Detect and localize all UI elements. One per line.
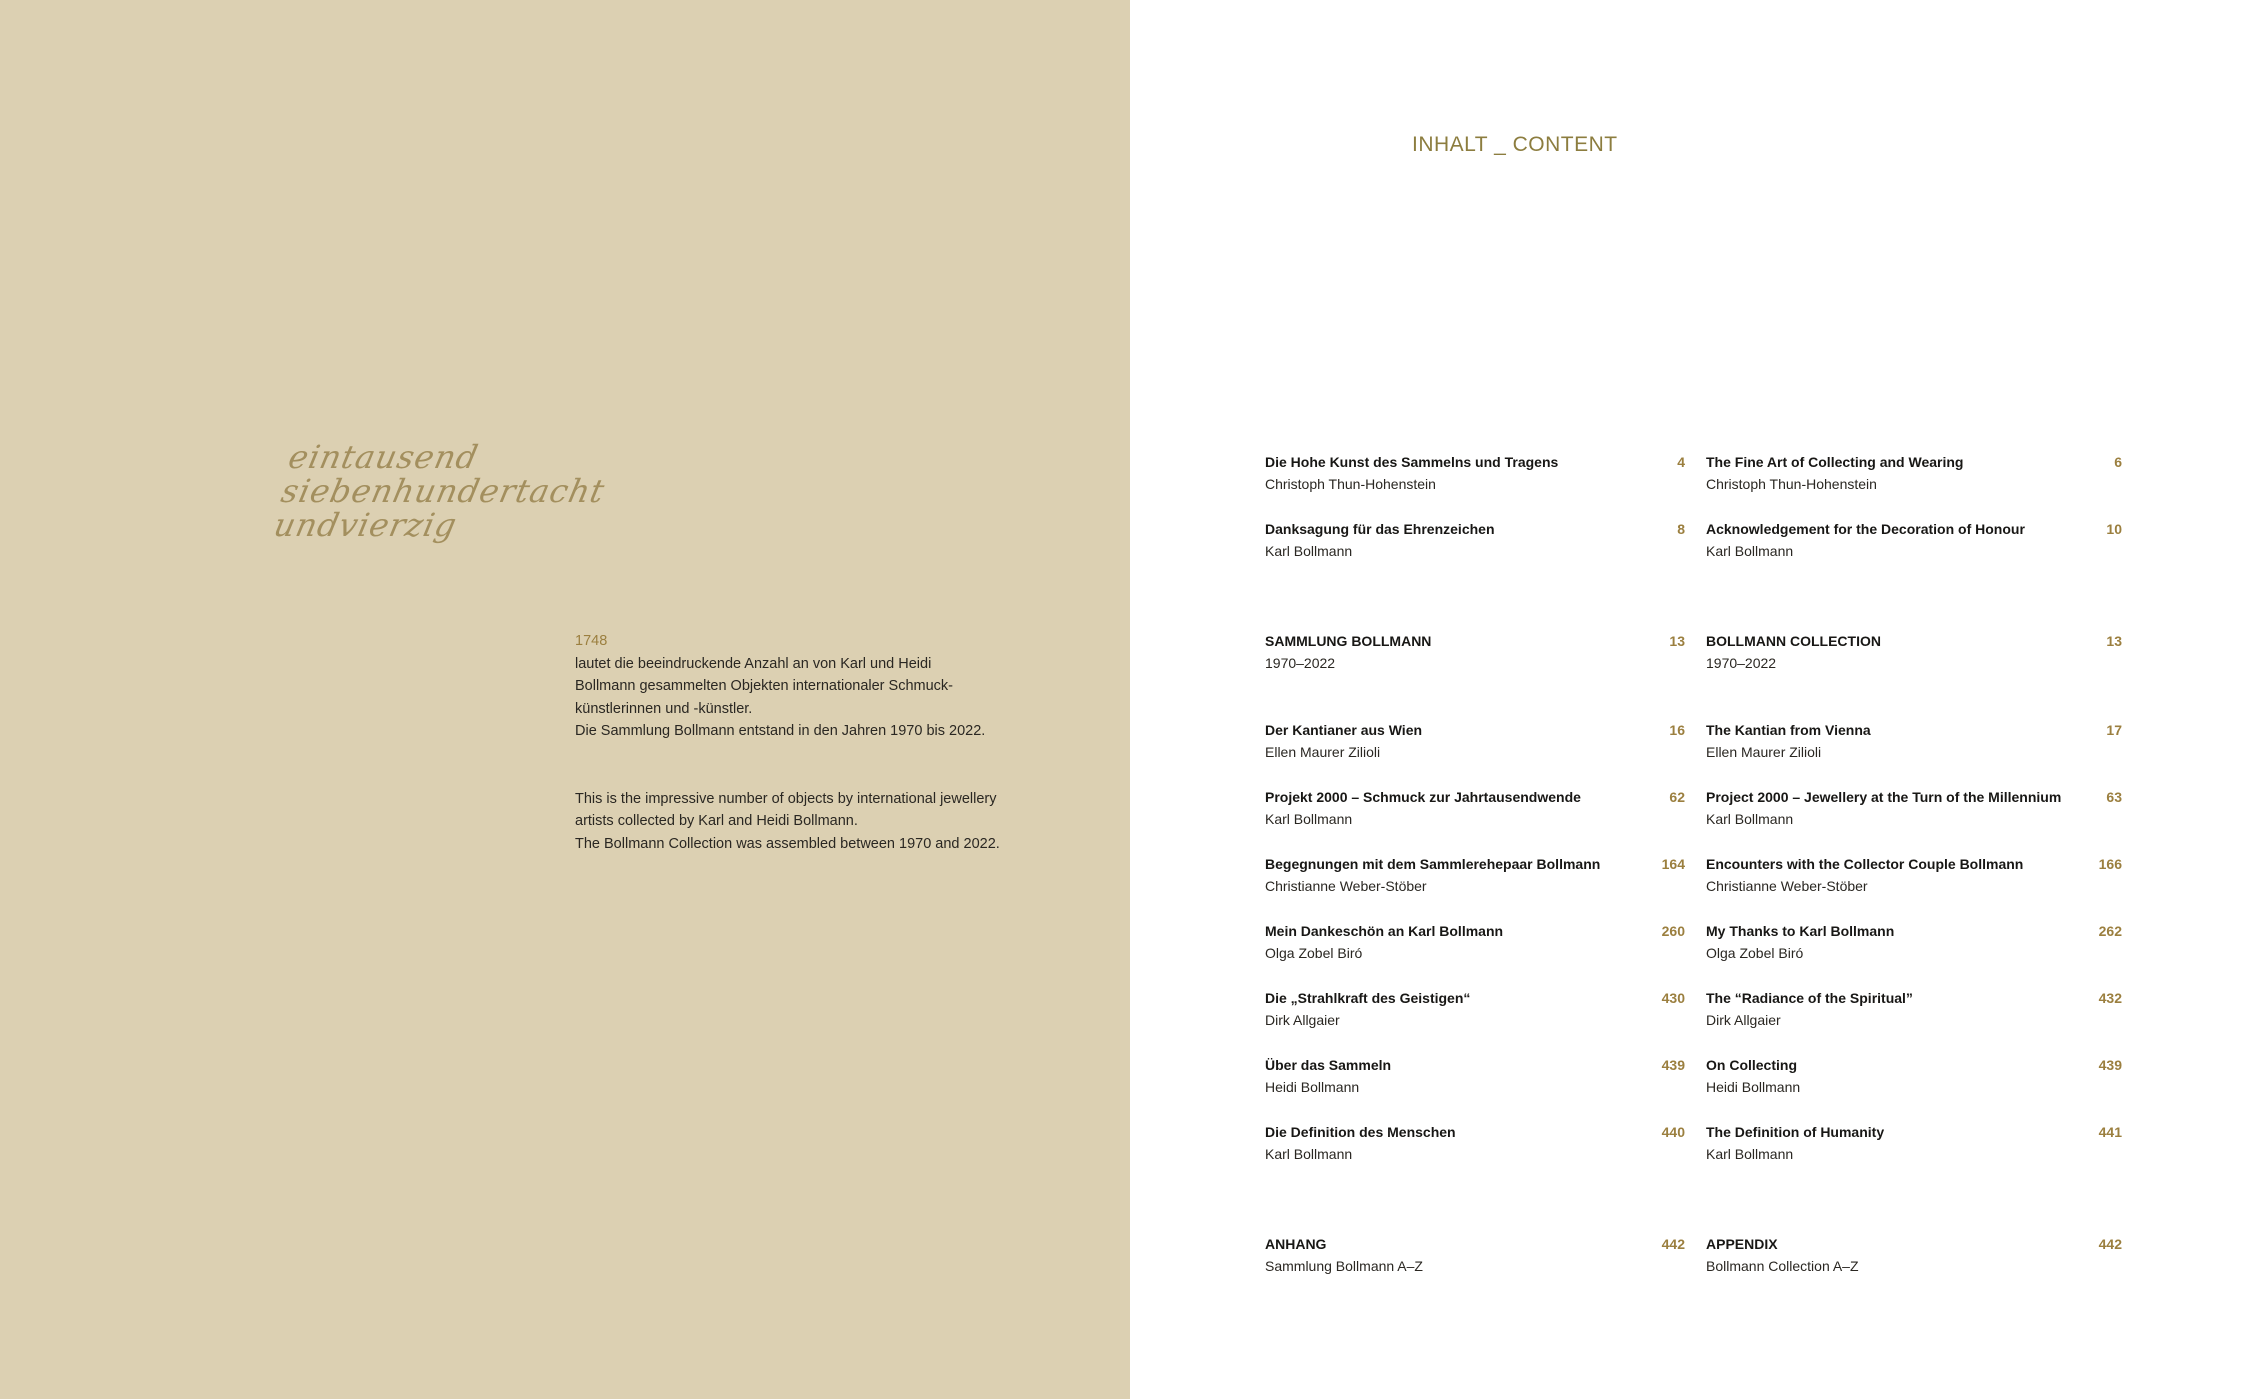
toc-entry-subtitle: Christianne Weber-Stöber xyxy=(1706,878,1868,894)
toc-entry-en[interactable] xyxy=(1706,920,2122,964)
toc-entry-subtitle: Christoph Thun-Hohenstein xyxy=(1706,476,1877,492)
script-line: undvierzig xyxy=(270,506,461,544)
toc-entry-page-number: 63 xyxy=(2106,789,2122,805)
toc-entry-page-number: 439 xyxy=(2098,1057,2122,1073)
toc-entry-de[interactable] xyxy=(1265,630,1685,674)
toc-entry-page-number: 10 xyxy=(2106,521,2122,537)
toc-entry-subtitle: Karl Bollmann xyxy=(1706,1146,1794,1162)
toc-entry-page-number: 442 xyxy=(1661,1236,1685,1252)
toc-entry-title: The Definition of Humanity xyxy=(1706,1124,1885,1140)
toc-entry-en[interactable] xyxy=(1706,451,2122,495)
intro-de-line: lautet die beeindruckende Anzahl an von Karl und Heidi xyxy=(575,655,932,672)
intro-de-line: Bollmann gesammelten Objekten internationaler Schmuck- xyxy=(575,678,953,694)
toc-entry-title: Die Hohe Kunst des Sammelns und Tragens xyxy=(1265,454,1559,470)
script-line: siebenhundertacht xyxy=(277,472,609,510)
toc-entry-en[interactable] xyxy=(1706,719,2122,763)
toc-entry-subtitle: Heidi Bollmann xyxy=(1706,1079,1801,1095)
toc-entry-page-number: 432 xyxy=(2098,990,2122,1006)
toc-entry-page-number: 13 xyxy=(1669,633,1685,649)
intro-de-line: Die Sammlung Bollmann entstand in den Jahren 1970 bis 2022. xyxy=(575,723,986,739)
toc-entry-page-number: 6 xyxy=(2114,454,2122,470)
toc-entry-subtitle: Dirk Allgaier xyxy=(1706,1012,1781,1028)
toc-entry-title: On Collecting xyxy=(1706,1057,1797,1073)
toc-entry-subtitle: Karl Bollmann xyxy=(1706,543,1794,559)
toc-entry-page-number: 62 xyxy=(1669,789,1685,805)
toc-entry-title: Über das Sammeln xyxy=(1265,1057,1392,1073)
intro-en-line: artists collected by Karl and Heidi Bollmann. xyxy=(575,813,858,829)
toc-entry-subtitle: Christoph Thun-Hohenstein xyxy=(1265,476,1436,492)
toc-entry-subtitle: Ellen Maurer Zilioli xyxy=(1706,744,1822,760)
right-page xyxy=(1130,0,2258,1399)
toc-entry-title: Begegnungen mit dem Sammlerehepaar Bollmann xyxy=(1265,856,1601,872)
toc-entry-en[interactable] xyxy=(1706,853,2122,897)
toc-entry-page-number: 8 xyxy=(1677,521,1685,537)
toc-entry-page-number: 439 xyxy=(1661,1057,1685,1073)
toc-entry-page-number: 164 xyxy=(1661,856,1685,872)
toc-entry-subtitle: Olga Zobel Biró xyxy=(1265,945,1363,961)
toc-entry-de[interactable] xyxy=(1265,920,1685,964)
page-title: INHALT _ CONTENT xyxy=(1412,133,1618,156)
toc-entry-de[interactable] xyxy=(1265,518,1685,562)
toc-entry-en[interactable] xyxy=(1706,518,2122,562)
toc-entry-title: BOLLMANN COLLECTION xyxy=(1706,633,1881,649)
toc-entry-page-number: 430 xyxy=(1661,990,1685,1006)
toc-entry-de[interactable] xyxy=(1265,987,1685,1031)
toc-entry-subtitle: Karl Bollmann xyxy=(1265,811,1353,827)
toc-entry-subtitle: Ellen Maurer Zilioli xyxy=(1265,744,1381,760)
toc-entry-en[interactable] xyxy=(1706,1054,2122,1098)
toc-entry-title: My Thanks to Karl Bollmann xyxy=(1706,923,1895,939)
toc-entry-page-number: 4 xyxy=(1677,454,1685,470)
toc-entry-title: SAMMLUNG BOLLMANN xyxy=(1265,633,1432,649)
toc-entry-page-number: 442 xyxy=(2098,1236,2122,1252)
toc-entry-subtitle: Olga Zobel Biró xyxy=(1706,945,1804,961)
toc-entry-subtitle: 1970–2022 xyxy=(1706,655,1777,671)
toc-entry-title: APPENDIX xyxy=(1706,1236,1778,1252)
intro-de-line: künstlerinnen und -künstler. xyxy=(575,700,753,717)
toc-entry-de[interactable] xyxy=(1265,719,1685,763)
intro-text xyxy=(575,630,1015,855)
toc-entry-title: Mein Dankeschön an Karl Bollmann xyxy=(1265,923,1504,939)
toc-entry-de[interactable] xyxy=(1265,1121,1685,1165)
toc-entry-page-number: 441 xyxy=(2098,1124,2122,1140)
toc-entry-de[interactable] xyxy=(1265,786,1685,830)
toc-entry-en[interactable] xyxy=(1706,1233,2122,1277)
intro-en-line: The Bollmann Collection was assembled between 1970 and 2022. xyxy=(575,835,1000,852)
intro-en-line: This is the impressive number of objects by international jewellery xyxy=(575,790,997,807)
toc-entry-subtitle: Bollmann Collection A–Z xyxy=(1706,1258,1859,1274)
toc-entry-page-number: 166 xyxy=(2098,856,2122,872)
toc-entry-subtitle: 1970–2022 xyxy=(1265,655,1336,671)
intro-number: 1748 xyxy=(575,633,608,649)
toc-entry-en[interactable] xyxy=(1706,1121,2122,1165)
toc-entry-page-number: 13 xyxy=(2106,633,2122,649)
toc-entry-title: Projekt 2000 – Schmuck zur Jahrtausendwende xyxy=(1265,789,1581,805)
script-number-words xyxy=(271,440,615,542)
toc-entry-title: Project 2000 – Jewellery at the Turn of the Millennium xyxy=(1706,789,2062,805)
toc-entry-title: ANHANG xyxy=(1265,1236,1327,1252)
toc-entry-de[interactable] xyxy=(1265,451,1685,495)
toc-entry-title: Danksagung für das Ehrenzeichen xyxy=(1265,521,1495,537)
toc-entry-subtitle: Sammlung Bollmann A–Z xyxy=(1265,1258,1423,1274)
toc-entry-title: The Kantian from Vienna xyxy=(1706,722,1871,738)
toc-entry-title: Encounters with the Collector Couple Bollmann xyxy=(1706,856,2024,872)
toc-entry-en[interactable] xyxy=(1706,987,2122,1031)
toc-entry-en[interactable] xyxy=(1706,786,2122,830)
toc-entry-title: The “Radiance of the Spiritual” xyxy=(1706,990,1913,1006)
toc-entry-subtitle: Heidi Bollmann xyxy=(1265,1079,1360,1095)
toc-entry-en[interactable] xyxy=(1706,630,2122,674)
toc-entry-subtitle: Karl Bollmann xyxy=(1265,1146,1353,1162)
toc-entry-subtitle: Dirk Allgaier xyxy=(1265,1012,1340,1028)
toc-entry-page-number: 440 xyxy=(1661,1124,1685,1140)
toc-entry-title: Acknowledgement for the Decoration of Honour xyxy=(1706,521,2025,537)
toc-entry-subtitle: Christianne Weber-Stöber xyxy=(1265,878,1427,894)
script-line: eintausend xyxy=(285,438,483,476)
toc-entry-title: The Fine Art of Collecting and Wearing xyxy=(1706,454,1964,470)
toc-entry-subtitle: Karl Bollmann xyxy=(1706,811,1794,827)
toc-entry-page-number: 260 xyxy=(1661,923,1685,939)
toc-entry-title: Die Definition des Menschen xyxy=(1265,1124,1456,1140)
toc-entry-page-number: 17 xyxy=(2106,722,2122,738)
toc-entry-page-number: 262 xyxy=(2098,923,2122,939)
toc-entry-subtitle: Karl Bollmann xyxy=(1265,543,1353,559)
toc-entry-de[interactable] xyxy=(1265,1054,1685,1098)
toc-entry-de[interactable] xyxy=(1265,853,1685,897)
toc-entry-page-number: 16 xyxy=(1669,722,1685,738)
toc-entry-title: Der Kantianer aus Wien xyxy=(1265,722,1423,738)
toc-entry-de[interactable] xyxy=(1265,1233,1685,1277)
toc-entry-title: Die „Strahlkraft des Geistigen“ xyxy=(1265,990,1471,1006)
